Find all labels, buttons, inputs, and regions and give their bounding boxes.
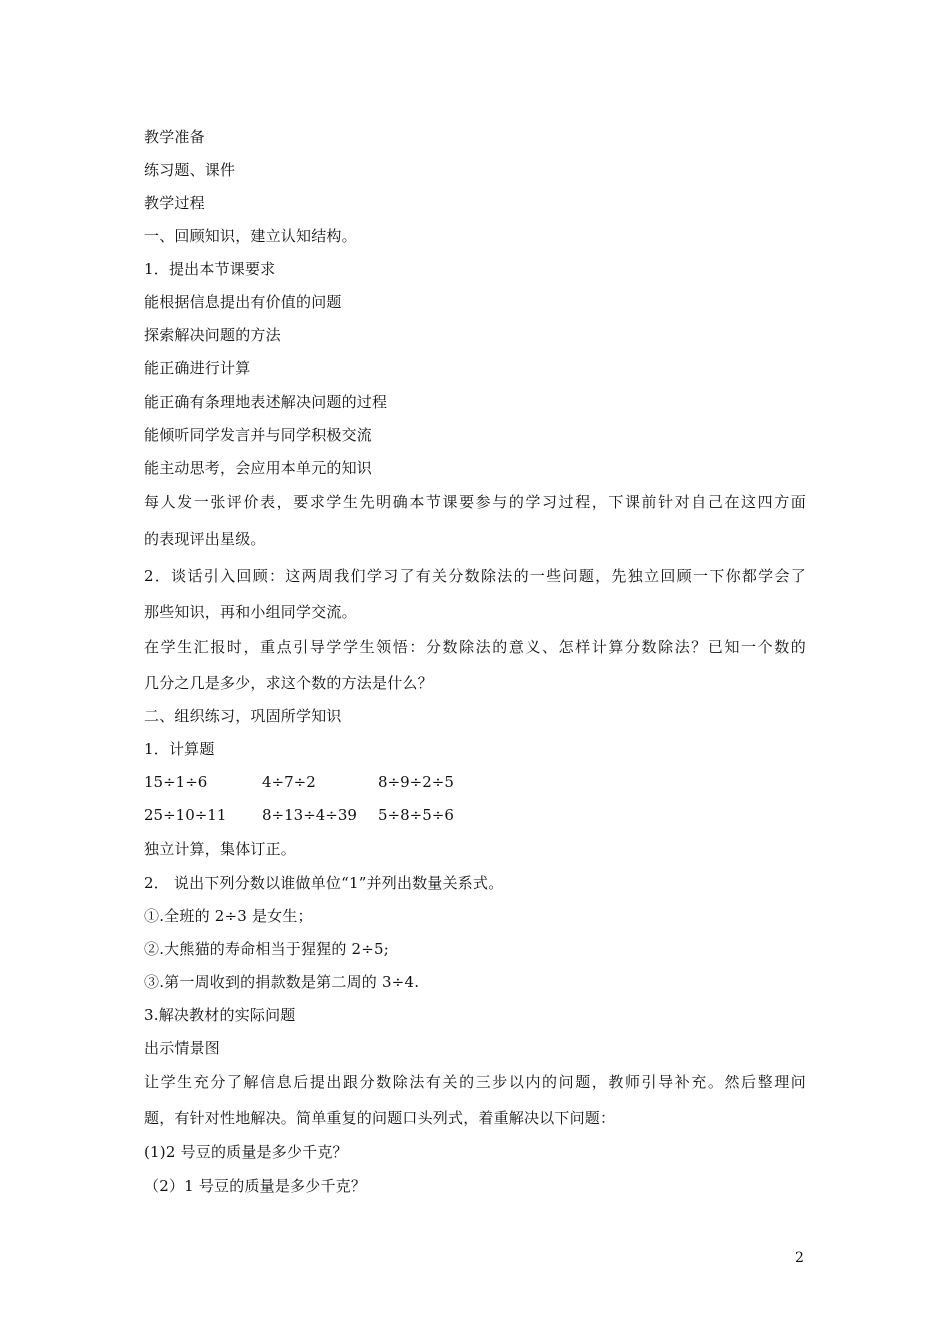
paragraph-problem-line: 题，有针对性地解决。简单重复的问题口头列式，着重解决以下问题： [144,1109,616,1127]
text-show-scene-image: 出示情景图 [144,1039,221,1057]
requirement-item: 探索解决问题的方法 [144,326,281,344]
paragraph-review-line: 2．谈话引入回顾：这两周我们学习了有关分数除法的一些问题，先独立回顾一下你都学会了 [144,567,806,585]
calculation-item: 8÷9÷2÷5 [378,773,454,791]
paragraph-evaluation-line: 每人发一张评价表，要求学生先明确本节课要参与的学习过程，下课前针对自己在这四方面 [144,493,806,511]
calculation-item: 5÷8÷5÷6 [378,806,454,824]
question-item: （2）1 号豆的质量是多少千克？ [144,1177,367,1195]
heading-teaching-preparation: 教学准备 [144,128,205,146]
fraction-item: ②.大熊猫的寿命相当于猩猩的 2÷5; [144,940,390,958]
question-item: (1)2 号豆的质量是多少千克？ [144,1143,348,1161]
subheading-calculation: 1．计算题 [144,740,215,758]
calculation-item: 4÷7÷2 [262,773,316,791]
calculation-item: 15÷1÷6 [144,773,208,791]
subheading-textbook-problem: 3.解决教材的实际问题 [144,1006,296,1024]
fraction-item: ①.全班的 2÷3 是女生； [144,907,313,925]
fraction-item: ③.第一周收到的捐款数是第二周的 3÷4. [144,973,420,991]
subheading-unit-one: 2． 说出下列分数以谁做单位“1”并列出数量关系式。 [144,874,504,892]
heading-teaching-process: 教学过程 [144,194,205,212]
paragraph-guidance-line: 几分之几是多少，求这个数的方法是什么？ [144,674,433,692]
requirement-item: 能倾听同学发言并与同学积极交流 [144,426,373,444]
paragraph-review-line: 那些知识，再和小组同学交流。 [144,603,357,621]
requirement-item: 能正确进行计算 [144,359,251,377]
requirement-item: 能正确有条理地表述解决问题的过程 [144,393,388,411]
requirement-item: 能根据信息提出有价值的问题 [144,293,342,311]
text-exercises-courseware: 练习题、课件 [144,161,236,179]
paragraph-guidance-line: 在学生汇报时，重点引导学学生领悟：分数除法的意义、怎样计算分数除法？已知一个数的 [144,638,806,656]
section-review-heading: 一、回顾知识，建立认知结构。 [144,227,357,245]
section-practice-heading: 二、组织练习，巩固所学知识 [144,707,342,725]
subheading-lesson-requirements: 1．提出本节课要求 [144,260,276,278]
paragraph-problem-line: 让学生充分了解信息后提出跟分数除法有关的三步以内的问题，教师引导补充。然后整理问 [144,1073,806,1091]
calculation-item: 25÷10÷11 [144,806,227,824]
page-number: 2 [795,1250,804,1266]
requirement-item: 能主动思考，会应用本单元的知识 [144,459,373,477]
text-independent-calculation: 独立计算，集体订正。 [144,840,297,858]
calculation-item: 8÷13÷4÷39 [262,806,357,824]
paragraph-evaluation-line: 的表现评出星级。 [144,530,266,548]
